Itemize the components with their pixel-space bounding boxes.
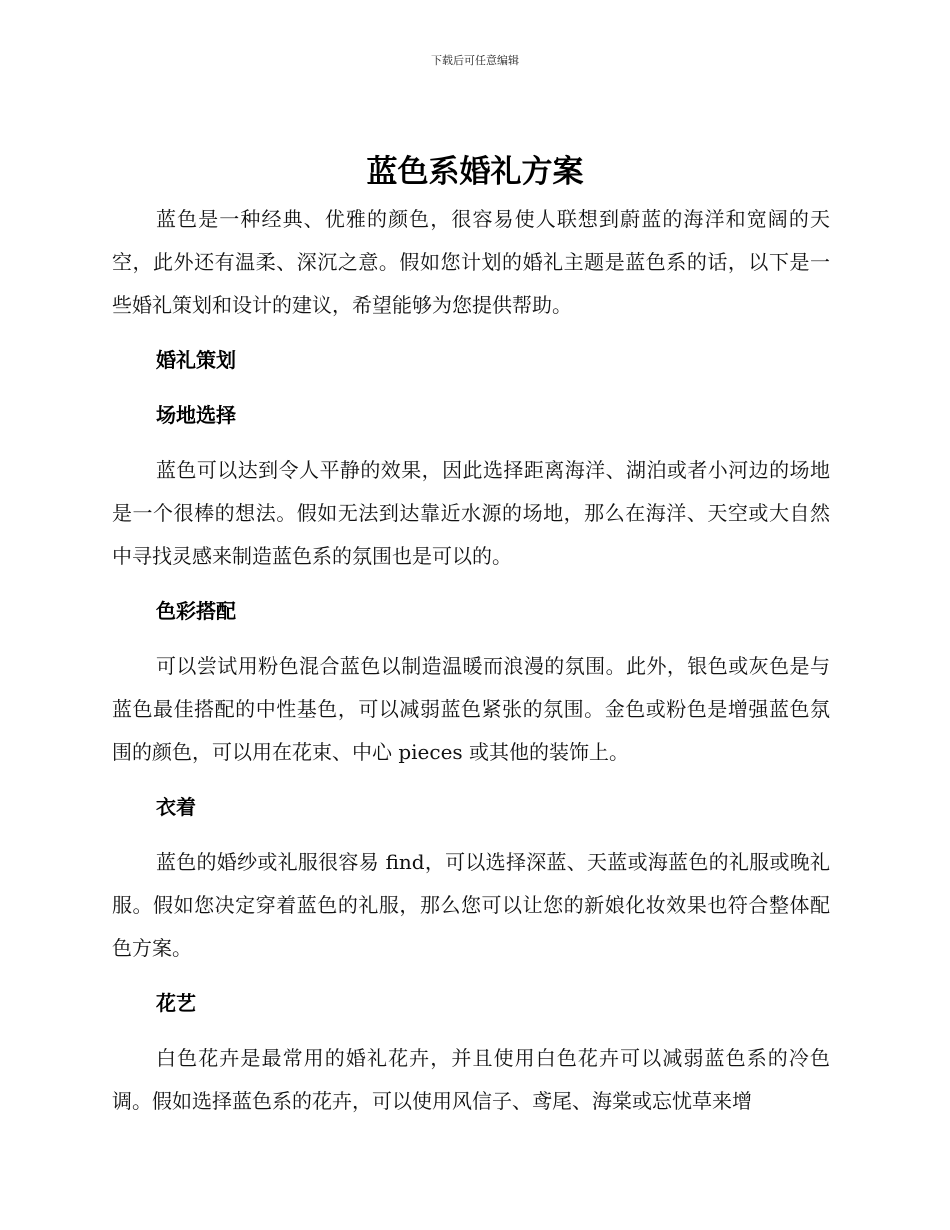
spacer (112, 578, 830, 590)
spacer (112, 382, 830, 394)
spacer (112, 327, 830, 339)
spacer (112, 1025, 830, 1037)
spacer (112, 829, 830, 841)
header-note: 下载后可任意编辑 (431, 54, 519, 67)
spacer (112, 633, 830, 645)
section-heading-venue: 场地选择 (156, 403, 236, 427)
section-heading-flowers: 花艺 (156, 991, 196, 1015)
section-heading-planning: 婚礼策划 (156, 348, 236, 372)
spacer (112, 774, 830, 786)
attire-paragraph: 蓝色的婚纱或礼服很容易 find，可以选择深蓝、天蓝或海蓝色的礼服或晚礼服。假如您决定穿着蓝色的礼服，那么您可以让您的新娘化妆效果也符合整体配色方案。 (112, 850, 830, 960)
flowers-paragraph: 白色花卉是最常用的婚礼花卉，并且使用白色花卉可以减弱蓝色系的冷色调。假如选择蓝色系的花卉，可以使用风信子、鸢尾、海棠或忘忧草来增 (112, 1046, 830, 1113)
intro-paragraph: 蓝色是一种经典、优雅的颜色，很容易使人联想到蔚蓝的海洋和宽阔的天空，此外还有温柔、深沉之意。假如您计划的婚礼主题是蓝色系的话，以下是一些婚礼策划和设计的建议，希望能够为您提供帮助。 (112, 207, 830, 317)
section-heading-attire: 衣着 (156, 795, 196, 819)
document-body (112, 198, 830, 1123)
colors-paragraph: 可以尝试用粉色混合蓝色以制造温暖而浪漫的氛围。此外，银色或灰色是与蓝色最佳搭配的中性基色，可以减弱蓝色紧张的氛围。金色或粉色是增强蓝色氛围的颜色，可以用在花束、中心 pieces 或其他的装饰上。 (112, 654, 830, 764)
venue-paragraph: 蓝色可以达到令人平静的效果，因此选择距离海洋、湖泊或者小河边的场地是一个很棒的想法。假如无法到达靠近水源的场地，那么在海洋、天空或大自然中寻找灵感来制造蓝色系的氛围也是可以的。 (112, 458, 830, 568)
section-heading-colors: 色彩搭配 (156, 599, 236, 623)
document-title: 蓝色系婚礼方案 (366, 154, 584, 190)
spacer (112, 970, 830, 982)
spacer (112, 437, 830, 449)
